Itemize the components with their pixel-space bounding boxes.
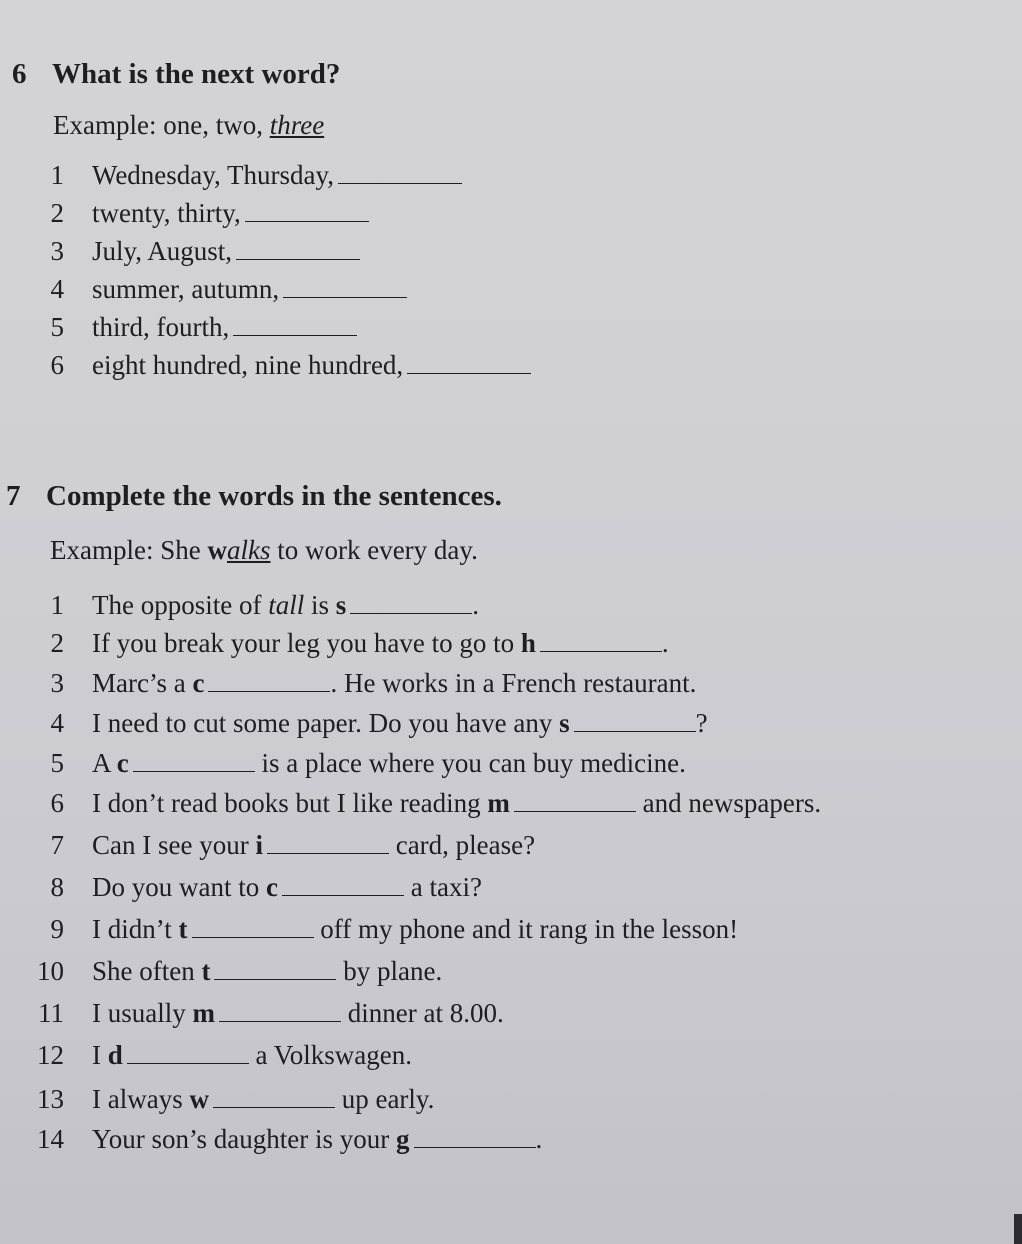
example-bold-letter: w xyxy=(207,535,227,565)
answer-blank[interactable] xyxy=(133,751,255,772)
page-edge-shadow xyxy=(1014,1214,1022,1244)
item-first-letter: d xyxy=(107,1040,123,1070)
item-text-after: a Volkswagen. xyxy=(248,1040,413,1070)
item-text-after: . He works in a French restaurant. xyxy=(330,668,697,698)
answer-blank[interactable] xyxy=(233,315,357,336)
item-text-after: ? xyxy=(695,708,708,738)
item-number: 6 xyxy=(50,788,64,818)
item-number: 4 xyxy=(50,708,64,738)
item-text-after: off my phone and it rang in the lesson! xyxy=(313,914,739,944)
answer-blank[interactable] xyxy=(192,917,314,938)
item-text-after: dinner at 8.00. xyxy=(341,998,504,1028)
item-text: summer, autumn, xyxy=(92,274,280,304)
item-number: 13 xyxy=(37,1084,64,1114)
item-number: 3 xyxy=(50,236,64,266)
answer-blank[interactable] xyxy=(338,163,462,184)
answer-blank[interactable] xyxy=(283,277,407,298)
item-first-letter: s xyxy=(559,708,570,738)
item-text-before: I didn’t xyxy=(92,914,179,944)
section-7-title: Complete the words in the sentences. xyxy=(46,480,502,512)
section-7-heading xyxy=(6,480,502,513)
item-first-letter: w xyxy=(189,1084,209,1114)
item-text-after: . xyxy=(535,1124,543,1154)
item-number: 8 xyxy=(50,872,64,902)
example-answer: three xyxy=(269,110,325,140)
item-number: 11 xyxy=(38,998,64,1028)
item-text-after: a taxi? xyxy=(403,872,482,902)
item-text-before: I always xyxy=(92,1084,190,1114)
item-first-letter: t xyxy=(201,956,211,986)
item-text-after: by plane. xyxy=(336,956,443,986)
item-first-letter: m xyxy=(487,788,510,818)
item-text-before: Do you want to xyxy=(92,872,266,902)
item-first-letter: m xyxy=(192,998,215,1028)
item-first-letter: c xyxy=(192,668,205,698)
item-number: 2 xyxy=(50,628,64,658)
item-first-letter: c xyxy=(265,872,278,902)
answer-blank[interactable] xyxy=(208,671,330,692)
example-suffix: to work every day. xyxy=(270,535,478,565)
answer-blank[interactable] xyxy=(213,1087,335,1108)
answer-blank[interactable] xyxy=(350,593,472,614)
item-text-before: A xyxy=(92,748,117,778)
item-number: 5 xyxy=(50,312,64,342)
item-text: Wednesday, Thursday, xyxy=(92,160,335,190)
item-text-before: Marc’s a xyxy=(92,668,193,698)
item-number: 10 xyxy=(37,956,64,986)
item-text-before: Can I see your xyxy=(92,830,256,860)
answer-blank[interactable] xyxy=(514,791,636,812)
item-text-after: . xyxy=(472,590,480,620)
answer-blank[interactable] xyxy=(414,1127,536,1148)
item-number: 1 xyxy=(50,590,64,620)
item-text-after: and newspapers. xyxy=(635,788,822,818)
section-6-title: What is the next word? xyxy=(52,58,341,90)
item-number: 7 xyxy=(50,830,64,860)
item-number: 5 xyxy=(50,748,64,778)
answer-blank[interactable] xyxy=(407,353,531,374)
item-text-after: is a place where you can buy medicine. xyxy=(254,748,686,778)
item-number: 3 xyxy=(50,668,64,698)
item-first-letter: t xyxy=(178,914,188,944)
item-text-before: She often xyxy=(92,956,202,986)
answer-blank[interactable] xyxy=(540,631,662,652)
item-number: 9 xyxy=(50,914,64,944)
section-7-example xyxy=(50,535,478,566)
example-prefix: Example: She xyxy=(50,535,208,565)
item-number: 2 xyxy=(50,198,64,228)
item-text-before: If you break your leg you have to go to xyxy=(92,628,521,658)
item-first-letter: s xyxy=(335,590,347,620)
item-text-after: card, please? xyxy=(388,830,536,860)
item-text-after: . xyxy=(661,628,669,658)
item-text: July, August, xyxy=(92,236,233,266)
answer-blank[interactable] xyxy=(245,201,369,222)
item-number: 1 xyxy=(50,160,64,190)
section-7-number: 7 xyxy=(6,480,21,512)
item-first-letter: i xyxy=(255,830,263,860)
answer-blank[interactable] xyxy=(127,1043,249,1064)
item-number: 4 xyxy=(50,274,64,304)
item-text-before: The opposite of xyxy=(92,590,269,620)
item-text: eight hundred, nine hundred, xyxy=(92,350,404,380)
item-text-before: I need to cut some paper. Do you have any xyxy=(92,708,560,738)
section-6-example xyxy=(53,110,324,141)
section-6-number: 6 xyxy=(12,58,27,90)
answer-blank[interactable] xyxy=(267,833,389,854)
item-text-before: Your son’s daughter is your xyxy=(92,1124,397,1154)
item-number: 6 xyxy=(50,350,64,380)
item-text-before: I don’t read books but I like reading xyxy=(92,788,488,818)
item-text-before: I usually xyxy=(92,998,193,1028)
answer-blank[interactable] xyxy=(236,239,360,260)
item-first-letter: h xyxy=(520,628,536,658)
item-text-mid: is xyxy=(304,590,336,620)
item-italic-word: tall xyxy=(268,590,305,620)
section-6-heading xyxy=(12,58,340,91)
answer-blank[interactable] xyxy=(574,711,696,732)
item-first-letter: g xyxy=(396,1124,410,1154)
item-text: third, fourth, xyxy=(92,312,230,342)
answer-blank[interactable] xyxy=(282,875,404,896)
answer-blank[interactable] xyxy=(214,959,336,980)
answer-blank[interactable] xyxy=(219,1001,341,1022)
item-number: 12 xyxy=(37,1040,64,1070)
item-text-before: I xyxy=(92,1040,108,1070)
item-first-letter: c xyxy=(116,748,129,778)
item-text-after: up early. xyxy=(334,1084,435,1114)
example-underlined: alks xyxy=(226,535,271,565)
example-prefix: Example: one, two, xyxy=(53,110,270,140)
item-text: twenty, thirty, xyxy=(92,198,241,228)
item-number: 14 xyxy=(37,1124,64,1154)
